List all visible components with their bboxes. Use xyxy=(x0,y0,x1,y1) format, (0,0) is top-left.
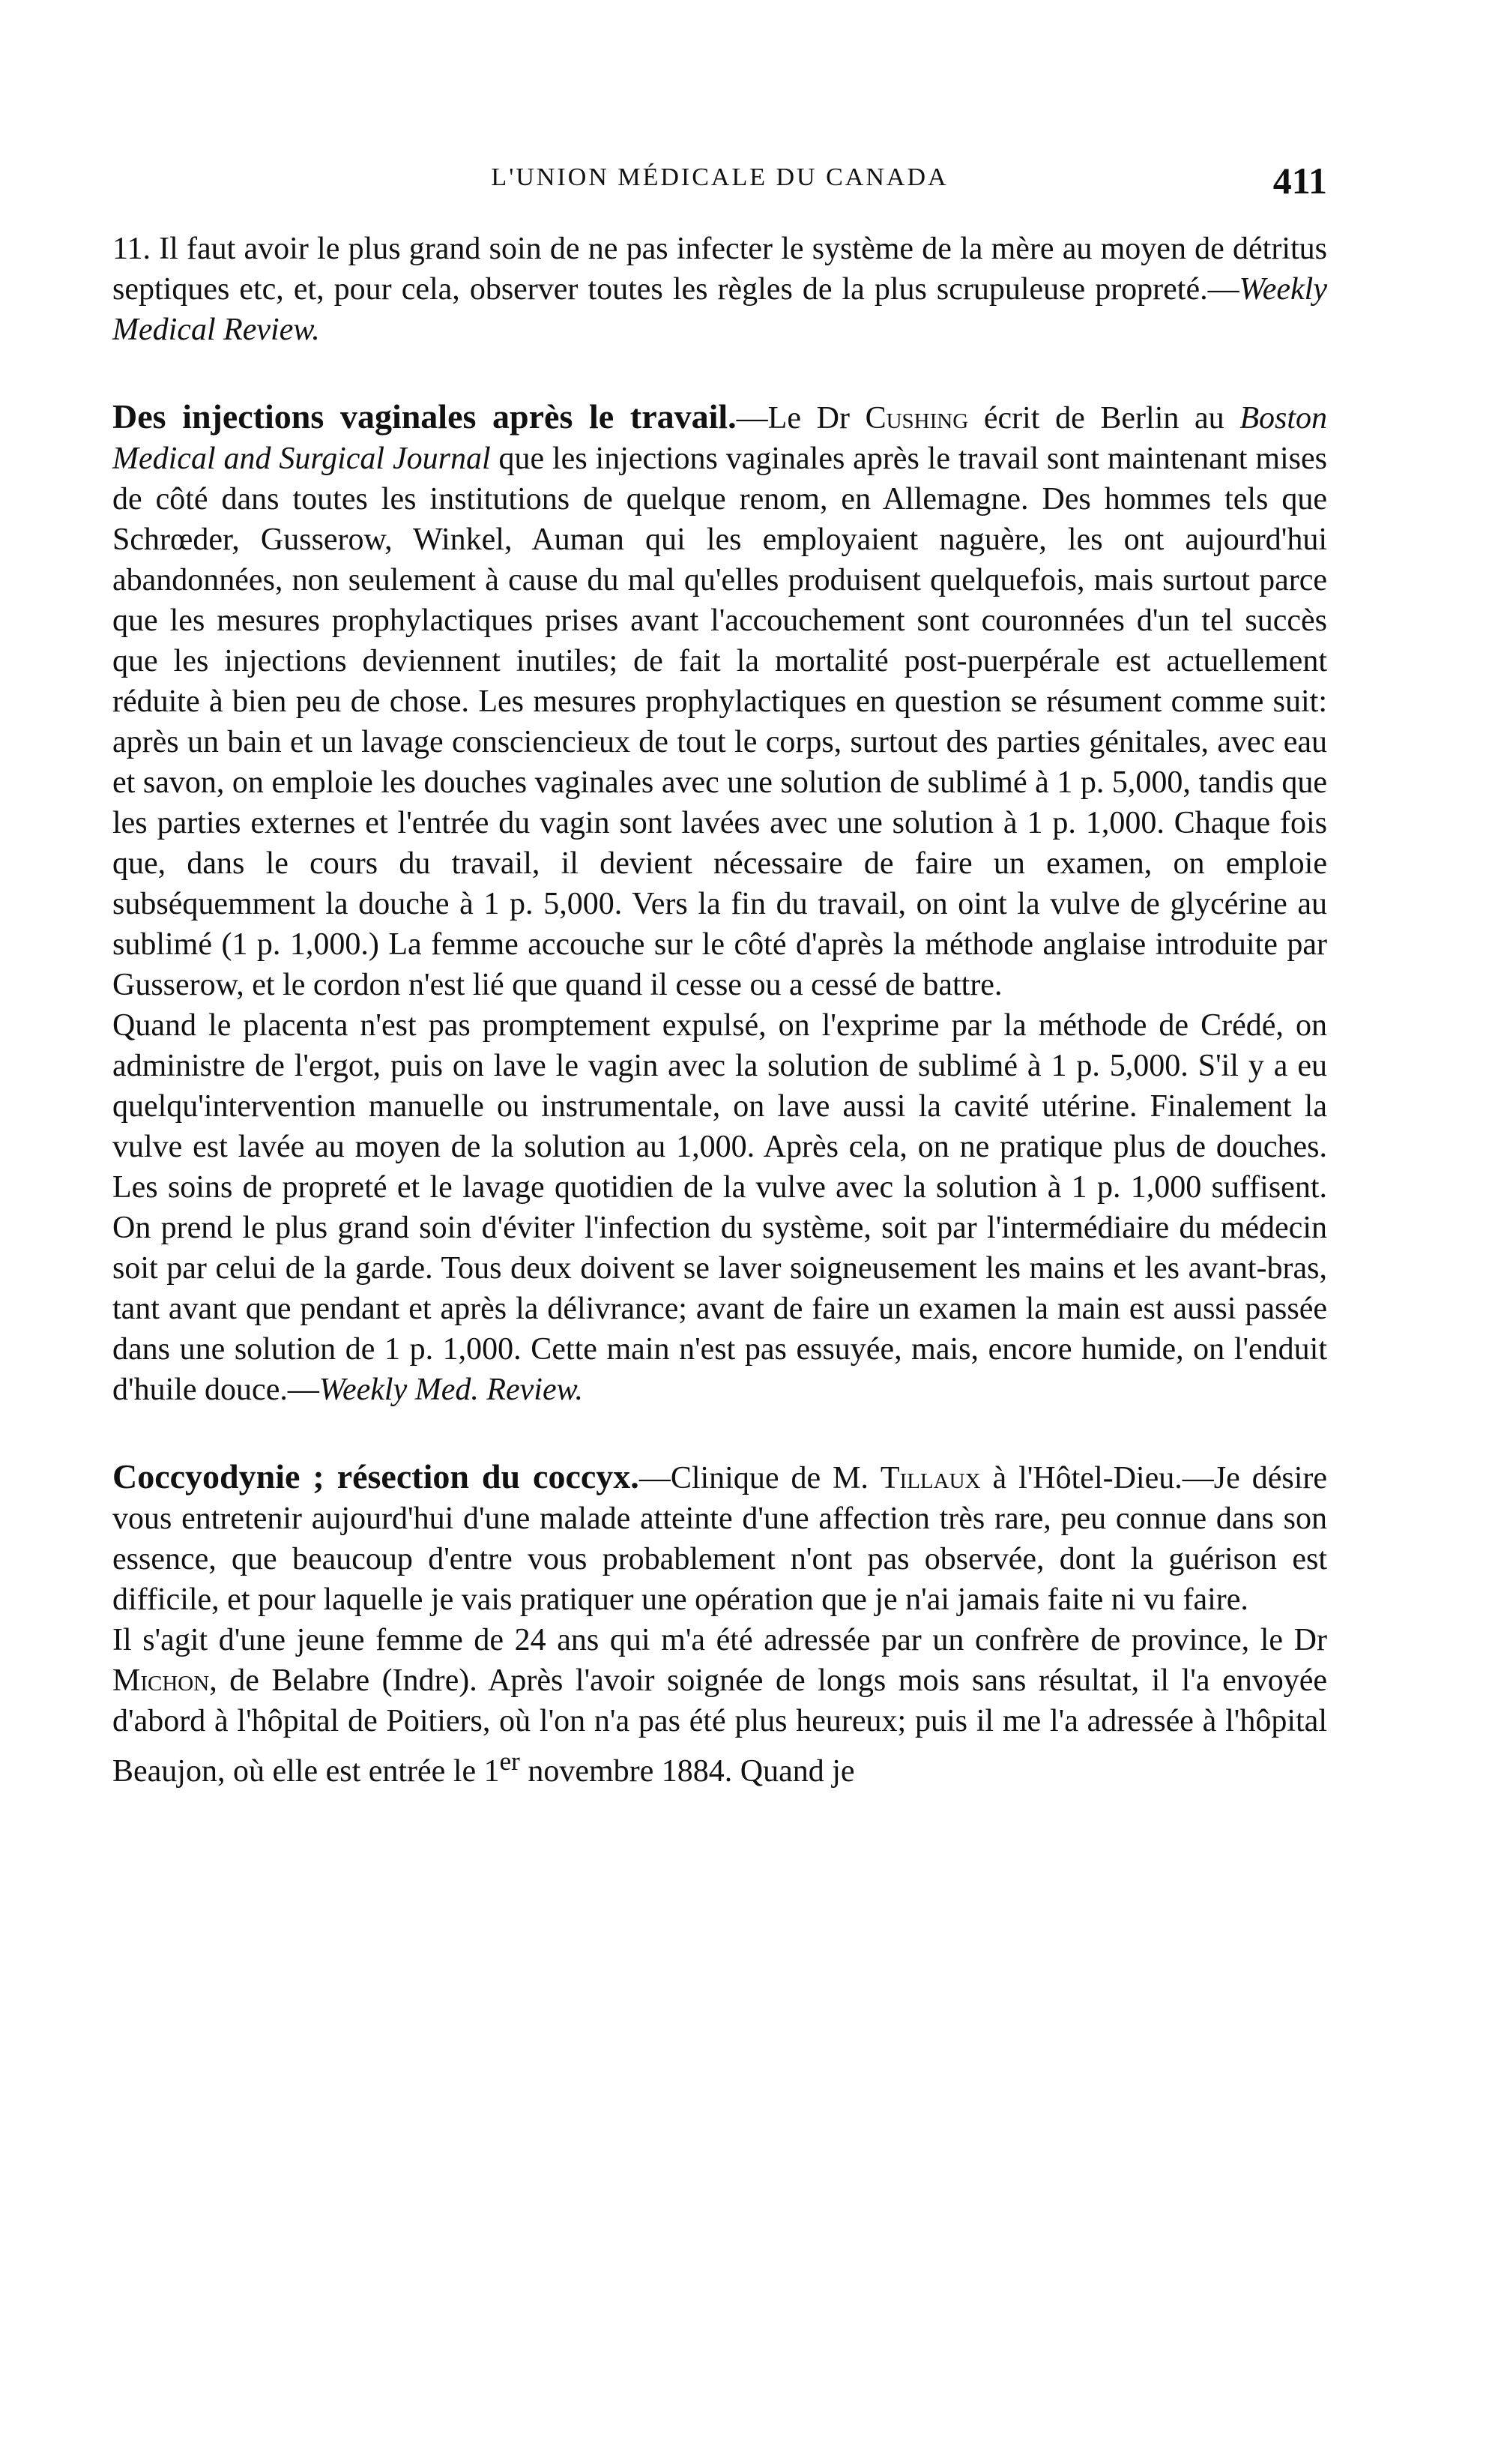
paragraph-text: Il s'agit d'une jeune femme de 24 ans qui m'a été adressée par un confrère de province, le Dr xyxy=(112,1623,1327,1657)
paragraph-item-11 xyxy=(112,229,1327,350)
author-name: Michon xyxy=(112,1663,210,1698)
page-number: 411 xyxy=(1272,160,1327,202)
paragraph-text: , de Belabre (Indre). Après l'avoir soignée de longs mois sans résultat, il l'a envoyée d'abord à l'hôpital de Poitiers, où l'on n'a pas été plus heureux; puis il me l'a adressée à l'hôpital Beaujon, où elle est entrée le 1 xyxy=(112,1663,1327,1789)
running-title: L'UNION MÉDICALE DU CANADA xyxy=(491,163,949,191)
paragraph-text: que les injections vaginales après le travail sont maintenant mises de côté dans toutes les institutions de quelque renom, en Allemagne. Des hommes tels que Schrœder, Gusserow, Winkel, Auman qui les employaient naguère, les ont aujourd'hui abandonnées, non seulement à cause du mal qu'elles produisent quelquefois, mais surtout parce que les mesures prophylactiques prises avant l'accouchement sont couronnées d'un tel succès que les injections deviennent inutiles; de fait la mortalité post-puerpérale est actuellement réduite à bien peu de chose. Les mesures prophylactiques en question se résument comme suit: après un bain et un lavage consciencieux de tout le corps, surtout des parties génitales, avec eau et savon, on emploie les douches vaginales avec une solution de sublimé à 1 p. 5,000, tandis que les parties externes et l'entrée du vagin sont lavées avec une solution à 1 p. 1,000. Chaque fois que, dans le cours du travail, il devient nécessaire de faire un examen, on emploie subséquemment la douche à 1 p. 5,000. Vers la fin du travail, on oint la vulve de glycérine au sublimé (1 p. 1,000.) La femme accouche sur le côté d'après la méthode anglaise introduite par Gusserow, et le cordon n'est lié que quand il cesse ou a cessé de battre. xyxy=(112,442,1327,1002)
paragraph-text: 11. Il faut avoir le plus grand soin de ne pas infecter le système de la mère au moyen de détritus septiques etc, et, pour cela, observer toutes les règles de la plus scrupuleuse propreté.— xyxy=(112,232,1327,307)
article-coccyodynie xyxy=(112,1457,1327,1620)
source-citation: Weekly Medical Review. xyxy=(112,272,1327,347)
article-injections-vaginales xyxy=(112,397,1327,1005)
paragraph-text: Quand le placenta n'est pas promptement expulsé, on l'exprime par la méthode de Crédé, on administre de l'ergot, puis on lave le vagin avec la solution de sublimé à 1 p. 5,000. S'il y a eu quelqu'intervention manuelle ou instrumentale, on lave aussi la cavité utérine. Finalement la vulve est lavée au moyen de la solution au 1,000. Après cela, on ne pratique plus de douches. Les soins de propreté et le lavage quotidien de la vulve avec la solution à 1 p. 1,000 suffisent. On prend le plus grand soin d'éviter l'infection du système, soit par l'intermédiaire du médecin soit par celui de la garde. Tous deux doivent se laver soigneusement les mains et les avant-bras, tant avant que pendant et après la délivrance; avant de faire un examen la main est aussi passée dans une solution de 1 p. 1,000. Cette main n'est pas essuyée, mais, encore humide, on l'enduit d'huile douce.— xyxy=(112,1008,1327,1407)
body-text xyxy=(112,229,1327,1792)
paragraph-text: écrit de Berlin au xyxy=(968,401,1240,436)
running-head xyxy=(112,160,1327,208)
paragraph-placenta xyxy=(112,1005,1327,1410)
paragraph-text: —Clinique de M. xyxy=(638,1461,881,1495)
paragraph-case-history xyxy=(112,1620,1327,1792)
paragraph-text: novembre 1884. Quand je xyxy=(519,1754,855,1789)
article-heading: Des injections vaginales après le travail. xyxy=(112,397,737,436)
section-gap xyxy=(112,1410,1327,1457)
paragraph-text: à l'Hôtel-Dieu.—Je désire vous entretenir aujourd'hui d'une malade atteinte d'une affection très rare, peu connue dans son essence, que beaucoup d'entre vous probablement n'ont pas observée, dont la guérison est difficile, et pour laquelle je vais pratiquer une opération que je n'ai jamais faite ni vu faire. xyxy=(112,1461,1327,1617)
ordinal-superscript: er xyxy=(499,1747,520,1776)
article-heading: Coccyodynie ; résection du coccyx. xyxy=(112,1457,639,1495)
section-gap xyxy=(112,350,1327,397)
author-name: Cushing xyxy=(865,401,969,436)
paragraph-text: —Le Dr xyxy=(736,401,866,436)
source-citation: Weekly Med. Review. xyxy=(318,1373,583,1407)
author-name: Tillaux xyxy=(880,1461,981,1495)
journal-title: Boston Medical and Surgical Journal xyxy=(112,401,1327,476)
